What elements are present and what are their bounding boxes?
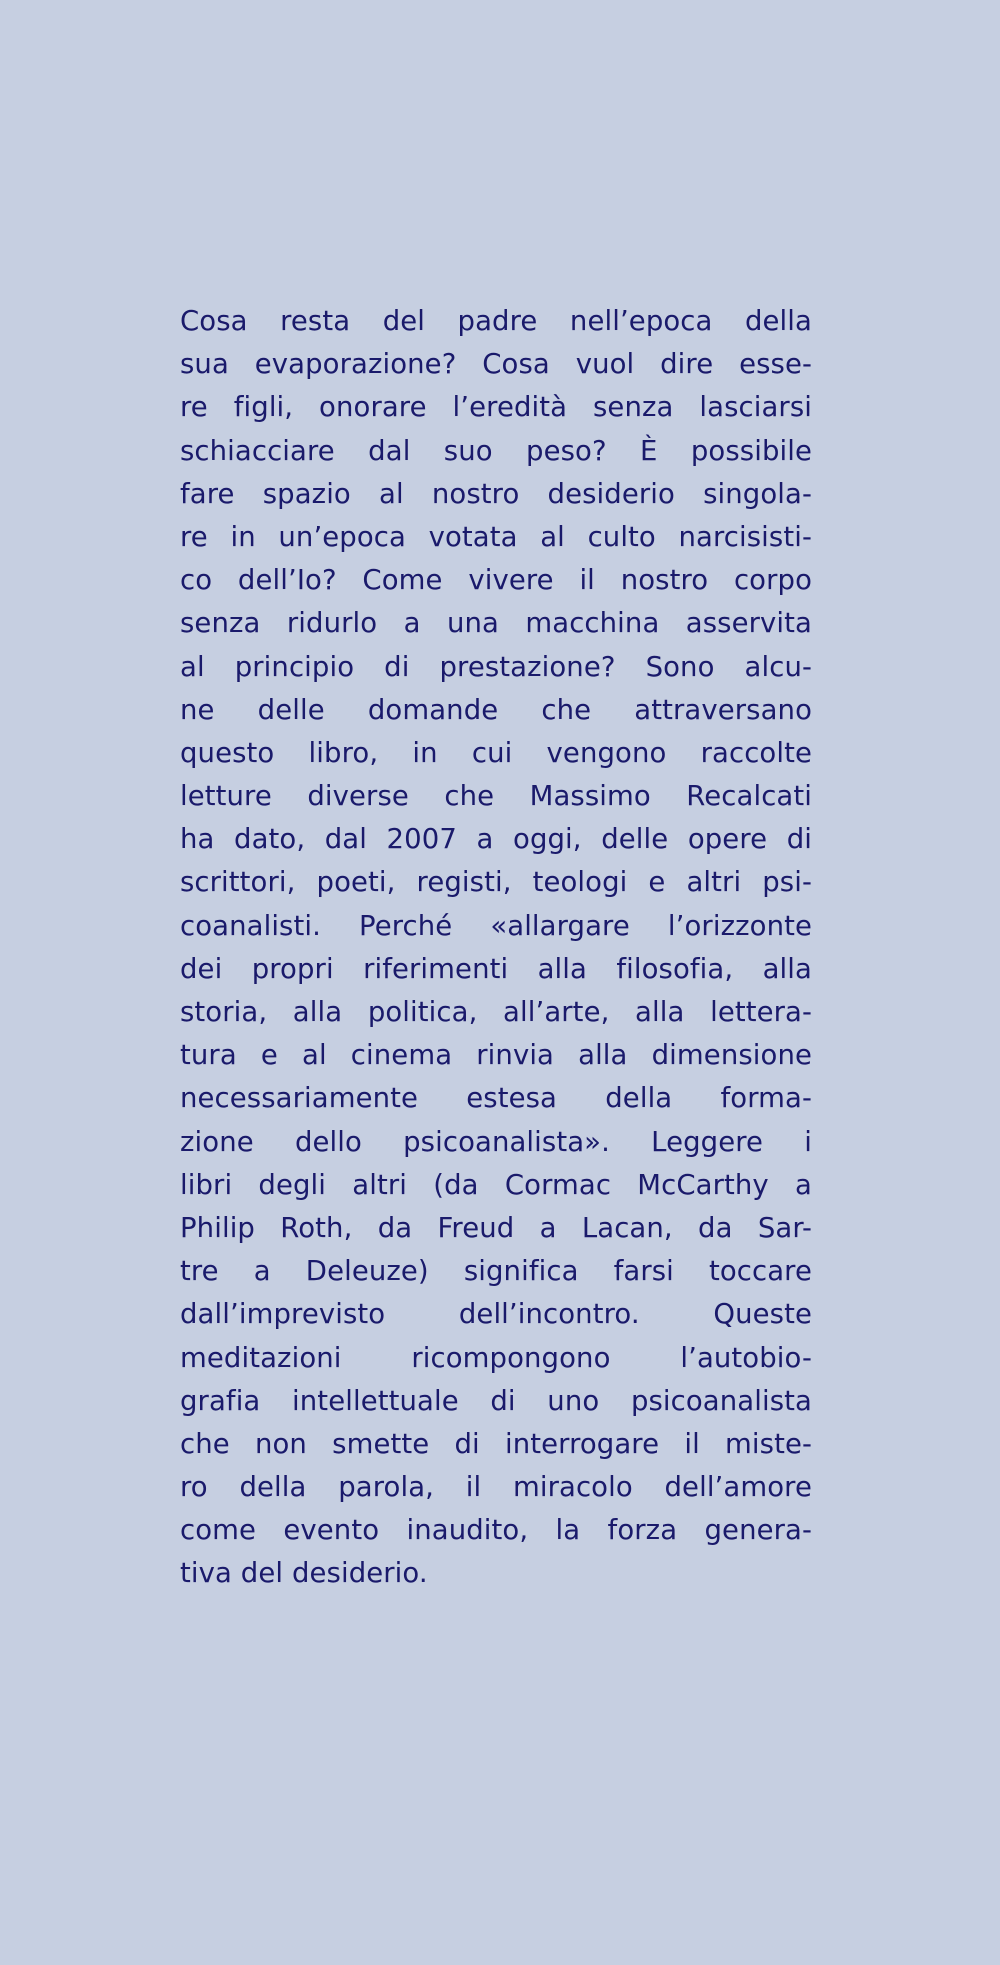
blurb-line: che non smette di interrogare il miste- [180,1427,812,1460]
blurb-line: Philip Roth, da Freud a Lacan, da Sar- [180,1211,812,1244]
blurb-line: libri degli altri (da Cormac McCarthy a [180,1168,812,1201]
blurb-line: Cosa resta del padre nell’epoca della [180,305,812,337]
blurb-line: necessariamente estesa della forma- [180,1082,812,1115]
blurb-line: grafia intellettuale di uno psicoanalista [180,1384,812,1417]
blurb-line: al principio di prestazione? Sono alcu- [180,650,812,683]
blurb-line: dall’imprevisto dell’incontro. Queste [180,1298,812,1331]
blurb-line: senza ridurlo a una macchina asservita [180,607,812,640]
blurb-line: re in un’epoca votata al culto narcisisti- [180,520,812,553]
blurb-line: co dell’Io? Come vivere il nostro corpo [180,564,812,597]
blurb-line: scrittori, poeti, registi, teologi e altri psi- [180,866,812,899]
blurb-line: zione dello psicoanalista». Leggere i [180,1125,812,1158]
blurb-line: questo libro, in cui vengono raccolte [180,736,812,769]
blurb-line: storia, alla politica, all’arte, alla lettera- [180,996,812,1028]
blurb-line: ne delle domande che attraversano [180,693,812,726]
blurb-text [180,300,812,1596]
blurb-line: come evento inaudito, la forza genera- [180,1514,812,1547]
blurb-line: re figli, onorare l’eredità senza lasciarsi [180,391,812,424]
blurb-line: ha dato, dal 2007 a oggi, delle opere di [180,823,812,856]
blurb-line: coanalisti. Perché «allargare l’orizzonte [180,909,812,942]
blurb-line: sua evaporazione? Cosa vuol dire esse- [180,348,812,381]
blurb-line: dei propri riferimenti alla filosofia, alla [180,952,812,985]
blurb-line: meditazioni ricompongono l’autobio- [180,1341,812,1374]
blurb-line: schiacciare dal suo peso? È possibile [180,434,812,467]
blurb-line: ro della parola, il miracolo dell’amore [180,1471,812,1504]
blurb-line: tura e al cinema rinvia alla dimensione [180,1039,812,1072]
blurb-line: tre a Deleuze) significa farsi toccare [180,1255,812,1288]
blurb-line: tiva del desiderio. [180,1557,428,1590]
blurb-line: letture diverse che Massimo Recalcati [180,780,812,813]
blurb-line: fare spazio al nostro desiderio singola- [180,477,812,510]
